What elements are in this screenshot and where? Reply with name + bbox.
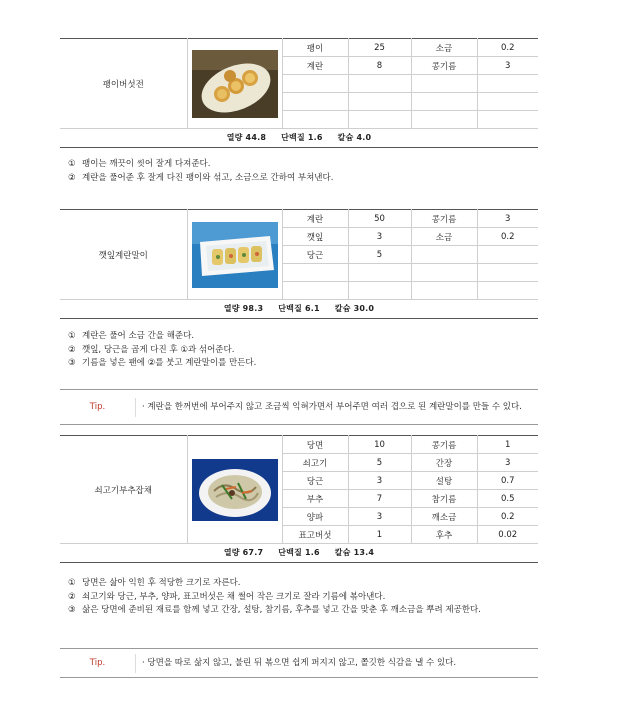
ingredient-table	[60, 38, 538, 129]
calcium: 칼슘 4.0	[337, 133, 372, 142]
ingredient-cell: 당근	[282, 246, 348, 264]
amount-cell	[477, 111, 538, 129]
ingredient-cell	[411, 282, 477, 300]
ingredient-cell	[282, 75, 348, 93]
amount-cell: 3	[477, 454, 538, 472]
nutrition-summary	[60, 544, 538, 563]
nutrition-summary	[60, 300, 538, 319]
dish-photo	[187, 210, 282, 300]
ingredient-cell: 설탕	[411, 472, 477, 490]
amount-cell: 25	[348, 39, 411, 57]
step-text: 팽이는 깨끗이 씻어 잘게 다져준다.	[82, 159, 211, 169]
protein: 단백질 6.1	[278, 304, 320, 313]
recipe-card-2	[60, 209, 538, 319]
calories: 열량 98.3	[223, 304, 264, 313]
amount-cell: 1	[348, 526, 411, 544]
ingredient-cell: 콩기름	[411, 210, 477, 228]
step-item	[68, 604, 530, 618]
step-item	[68, 357, 530, 371]
step-item	[68, 172, 530, 186]
amount-cell: 50	[348, 210, 411, 228]
step-text: 당면은 삶아 익힌 후 적당한 크기로 자른다.	[82, 578, 241, 588]
calcium: 칼슘 13.4	[334, 548, 375, 557]
step-text: 기름을 넣은 팬에 ②를 붓고 계란말이를 만든다.	[82, 358, 257, 368]
rolled-omelette-photo-icon	[192, 222, 278, 288]
step-number: ①	[68, 159, 76, 169]
step-item	[68, 591, 530, 605]
calories: 열량 67.7	[223, 548, 264, 557]
fried-mushroom-pancake-photo-icon	[192, 50, 278, 118]
amount-cell: 0.2	[477, 508, 538, 526]
tip-box	[60, 389, 538, 425]
dish-photo	[187, 436, 282, 544]
ingredient-cell	[282, 282, 348, 300]
ingredient-cell	[282, 264, 348, 282]
dish-name: 팽이버섯전	[60, 39, 187, 129]
amount-cell	[348, 264, 411, 282]
amount-cell	[477, 246, 538, 264]
step-item	[68, 577, 530, 591]
step-text: 깻잎, 당근을 곱게 다진 후 ①과 섞어준다.	[82, 344, 235, 355]
tip-label: Tip.	[89, 402, 106, 412]
step-text: 삶은 당면에 준비된 재료를 함께 넣고 간장, 설탕, 참기름, 후추를 넣고 간을 맞춘 후 깨소금을 뿌려 제공한다.	[82, 605, 481, 615]
ingredient-cell: 팽이	[282, 39, 348, 57]
amount-cell	[477, 282, 538, 300]
dish-photo	[187, 39, 282, 129]
step-item	[68, 158, 530, 172]
recipe-card-3	[60, 435, 538, 563]
step-item	[68, 344, 530, 358]
amount-cell: 3	[348, 472, 411, 490]
amount-cell: 0.02	[477, 526, 538, 544]
step-number: ③	[68, 358, 76, 368]
recipe-steps-1	[68, 158, 530, 185]
ingredient-cell: 소금	[411, 228, 477, 246]
amount-cell	[477, 264, 538, 282]
calories: 열량 44.8	[226, 133, 267, 142]
ingredient-cell: 당면	[282, 436, 348, 454]
ingredient-cell: 부추	[282, 490, 348, 508]
recipe-card-1	[60, 38, 538, 148]
amount-cell: 7	[348, 490, 411, 508]
amount-cell: 3	[348, 228, 411, 246]
protein: 단백질 1.6	[278, 548, 320, 557]
amount-cell: 10	[348, 436, 411, 454]
ingredient-cell: 당근	[282, 472, 348, 490]
amount-cell: 0.7	[477, 472, 538, 490]
dish-name: 깻잎계란말이	[60, 210, 187, 300]
recipe-steps-3	[68, 577, 530, 618]
recipe-steps-2	[68, 330, 530, 371]
ingredient-cell: 쇠고기	[282, 454, 348, 472]
amount-cell	[348, 75, 411, 93]
ingredient-cell: 깻잎	[282, 228, 348, 246]
amount-cell	[348, 111, 411, 129]
amount-cell	[477, 75, 538, 93]
tip-text: · 계란을 한꺼번에 부어주지 않고 조금씩 익혀가면서 부어주면 여러 겹으로 된 계란말이를 만들 수 있다.	[135, 398, 538, 417]
ingredient-cell	[282, 93, 348, 111]
amount-cell: 3	[348, 508, 411, 526]
ingredient-cell: 참기름	[411, 490, 477, 508]
ingredient-table	[60, 435, 538, 544]
tip-label: Tip.	[89, 658, 106, 668]
step-item	[68, 330, 530, 344]
ingredient-cell: 콩기름	[411, 436, 477, 454]
amount-cell: 0.5	[477, 490, 538, 508]
amount-cell: 5	[348, 454, 411, 472]
amount-cell: 5	[348, 246, 411, 264]
ingredient-cell	[411, 264, 477, 282]
protein: 단백질 1.6	[281, 133, 323, 142]
amount-cell: 3	[477, 57, 538, 75]
step-number: ①	[68, 331, 76, 341]
nutrition-summary	[60, 129, 538, 148]
step-number: ②	[68, 344, 76, 355]
amount-cell	[477, 93, 538, 111]
japchae-photo-icon	[192, 459, 278, 521]
step-text: 계란을 풀어준 후 잘게 다진 팽이와 섞고, 소금으로 간하여 부쳐낸다.	[82, 172, 334, 183]
ingredient-cell	[411, 111, 477, 129]
dish-name: 쇠고기부추잡채	[60, 436, 187, 544]
amount-cell	[348, 93, 411, 111]
step-number: ②	[68, 591, 76, 602]
ingredient-cell: 후추	[411, 526, 477, 544]
ingredient-cell: 계란	[282, 210, 348, 228]
ingredient-cell	[411, 246, 477, 264]
amount-cell: 0.2	[477, 228, 538, 246]
tip-text: · 당면을 따로 삶지 않고, 불린 뒤 볶으면 쉽게 퍼지지 않고, 쫄깃한 식감을 낼 수 있다.	[135, 654, 538, 673]
step-text: 쇠고기와 당근, 부추, 양파, 표고버섯은 채 썰어 작은 크기로 잘라 기름에 볶아낸다.	[82, 591, 386, 602]
ingredient-cell: 소금	[411, 39, 477, 57]
ingredient-cell: 양파	[282, 508, 348, 526]
amount-cell: 3	[477, 210, 538, 228]
step-number: ①	[68, 578, 76, 588]
amount-cell: 8	[348, 57, 411, 75]
ingredient-table	[60, 209, 538, 300]
ingredient-cell: 표고버섯	[282, 526, 348, 544]
ingredient-cell	[411, 75, 477, 93]
ingredient-cell: 계란	[282, 57, 348, 75]
calcium: 칼슘 30.0	[334, 304, 375, 313]
tip-box	[60, 648, 538, 678]
ingredient-cell	[411, 93, 477, 111]
amount-cell	[348, 282, 411, 300]
ingredient-cell: 깨소금	[411, 508, 477, 526]
ingredient-cell: 간장	[411, 454, 477, 472]
step-number: ③	[68, 605, 76, 615]
amount-cell: 0.2	[477, 39, 538, 57]
ingredient-cell	[282, 111, 348, 129]
step-number: ②	[68, 172, 76, 183]
amount-cell: 1	[477, 436, 538, 454]
step-text: 계란은 풀어 소금 간을 해준다.	[82, 331, 195, 341]
ingredient-cell: 콩기름	[411, 57, 477, 75]
